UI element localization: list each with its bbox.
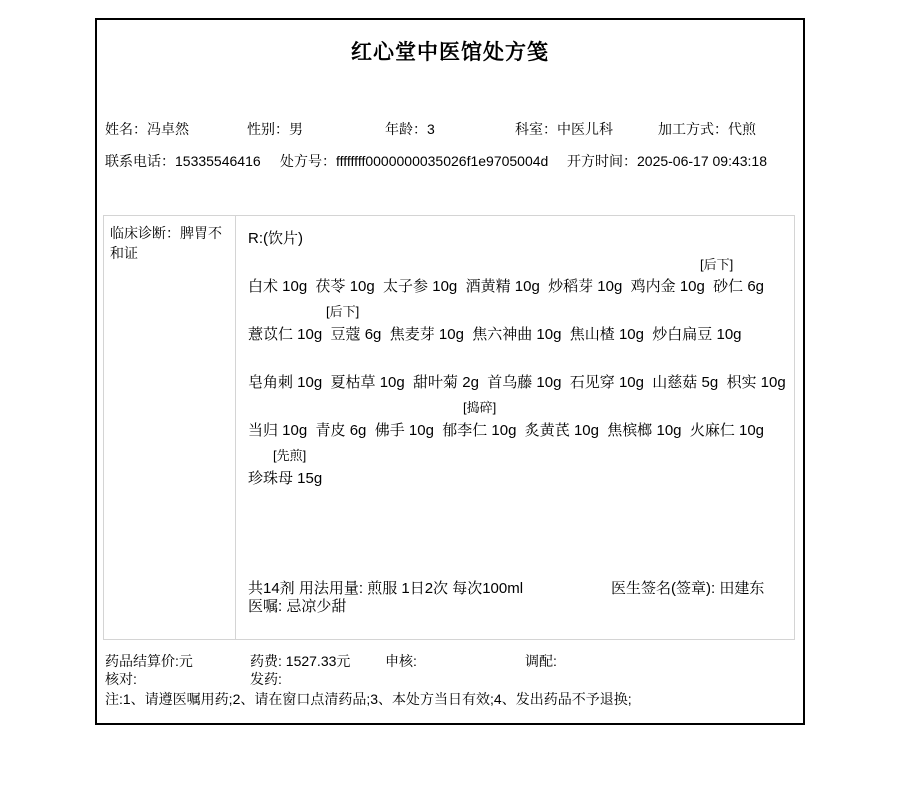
footer-note: 注:1、请遵医嘱用药;2、请在窗口点清药品;3、本处方当日有效;4、发出药品不予退换; <box>105 691 632 707</box>
review-label: 申核: <box>385 653 417 669</box>
decoct-later-tag-1: [后下] <box>700 257 734 272</box>
medicine-fee-value: 1527.33元 <box>285 653 351 669</box>
rx-number-value: ffffffff0000000035026f1e9705004d <box>336 153 549 169</box>
processing-label: 加工方式： <box>658 121 728 137</box>
gender-label: 性别： <box>247 121 289 137</box>
patient-name-value: 冯卓然 <box>147 121 189 137</box>
field-medicine-fee <box>250 651 350 671</box>
doctor-signature: 医生签名(签章): 田建东 <box>611 580 765 597</box>
processing-value: 代煎 <box>728 121 756 137</box>
diagnosis-cell <box>104 216 236 639</box>
rx-header: R:(饮片) <box>248 230 303 247</box>
page-title: 红心堂中医馆处方笺 <box>351 41 549 64</box>
crush-tag: [捣碎] <box>463 400 497 415</box>
field-check <box>105 669 137 689</box>
field-age <box>385 119 435 139</box>
rx-number-label: 处方号： <box>280 153 336 169</box>
phone-label: 联系电话： <box>105 153 175 169</box>
field-patient-name <box>105 119 189 139</box>
field-rx-number <box>280 151 548 171</box>
department-label: 科室： <box>515 121 557 137</box>
field-prepare <box>525 651 557 671</box>
decoct-later-tag-2: [后下] <box>326 304 360 319</box>
dispense-label: 发药: <box>250 671 282 687</box>
field-department <box>515 119 613 139</box>
field-review <box>385 651 417 671</box>
decoct-first-tag: [先煎] <box>273 448 307 463</box>
settle-price-label: 药品结算价: <box>105 653 179 669</box>
prescription-sheet <box>95 18 805 725</box>
open-time-label: 开方时间： <box>567 153 637 169</box>
herb-line-5: 珍珠母 15g <box>248 470 323 487</box>
herb-line-1: 白术 10g 茯苓 10g 太子参 10g 酒黄精 10g 炒稻芽 10g 鸡内金 10g 砂仁 6g <box>248 278 765 295</box>
check-label: 核对: <box>105 671 137 687</box>
field-gender <box>247 119 303 139</box>
herb-line-4: 当归 10g 青皮 6g 佛手 10g 郁李仁 10g 炙黄芪 10g 焦槟榔 10g 火麻仁 10g <box>248 422 765 439</box>
medicine-fee-label: 药费: <box>250 653 286 669</box>
field-phone <box>105 151 261 171</box>
field-processing-method <box>658 119 756 139</box>
diagnosis-value: 脾胃不和证 <box>110 225 222 262</box>
patient-name-label: 姓名： <box>105 121 147 137</box>
prepare-label: 调配: <box>525 653 557 669</box>
prescription-cell <box>236 216 794 639</box>
department-value: 中医儿科 <box>557 121 613 137</box>
phone-value: 15335546416 <box>175 153 261 169</box>
field-settle-price <box>105 651 193 671</box>
field-open-time <box>567 151 767 171</box>
doctor-advice: 医嘱: 忌凉少甜 <box>248 598 347 615</box>
herb-line-2: 薏苡仁 10g 豆蔻 6g 焦麦芽 10g 焦六神曲 10g 焦山楂 10g 炒白扁豆 10g <box>248 326 742 343</box>
settle-price-value: 元 <box>178 653 193 669</box>
prescription-table <box>103 215 795 640</box>
gender-value: 男 <box>289 121 303 137</box>
diagnosis-label: 临床诊断： <box>110 225 180 241</box>
field-dispense <box>250 669 282 689</box>
open-time-value: 2025-06-17 09:43:18 <box>637 153 767 169</box>
dosage-summary: 共14剂 用法用量: 煎服 1日2次 每次100ml <box>248 580 524 597</box>
age-value: 3 <box>427 121 435 137</box>
herb-line-3: 皂角刺 10g 夏枯草 10g 甜叶菊 2g 首乌藤 10g 石见穿 10g 山慈菇 5g 枳实 10g <box>248 374 786 391</box>
age-label: 年龄： <box>385 121 427 137</box>
